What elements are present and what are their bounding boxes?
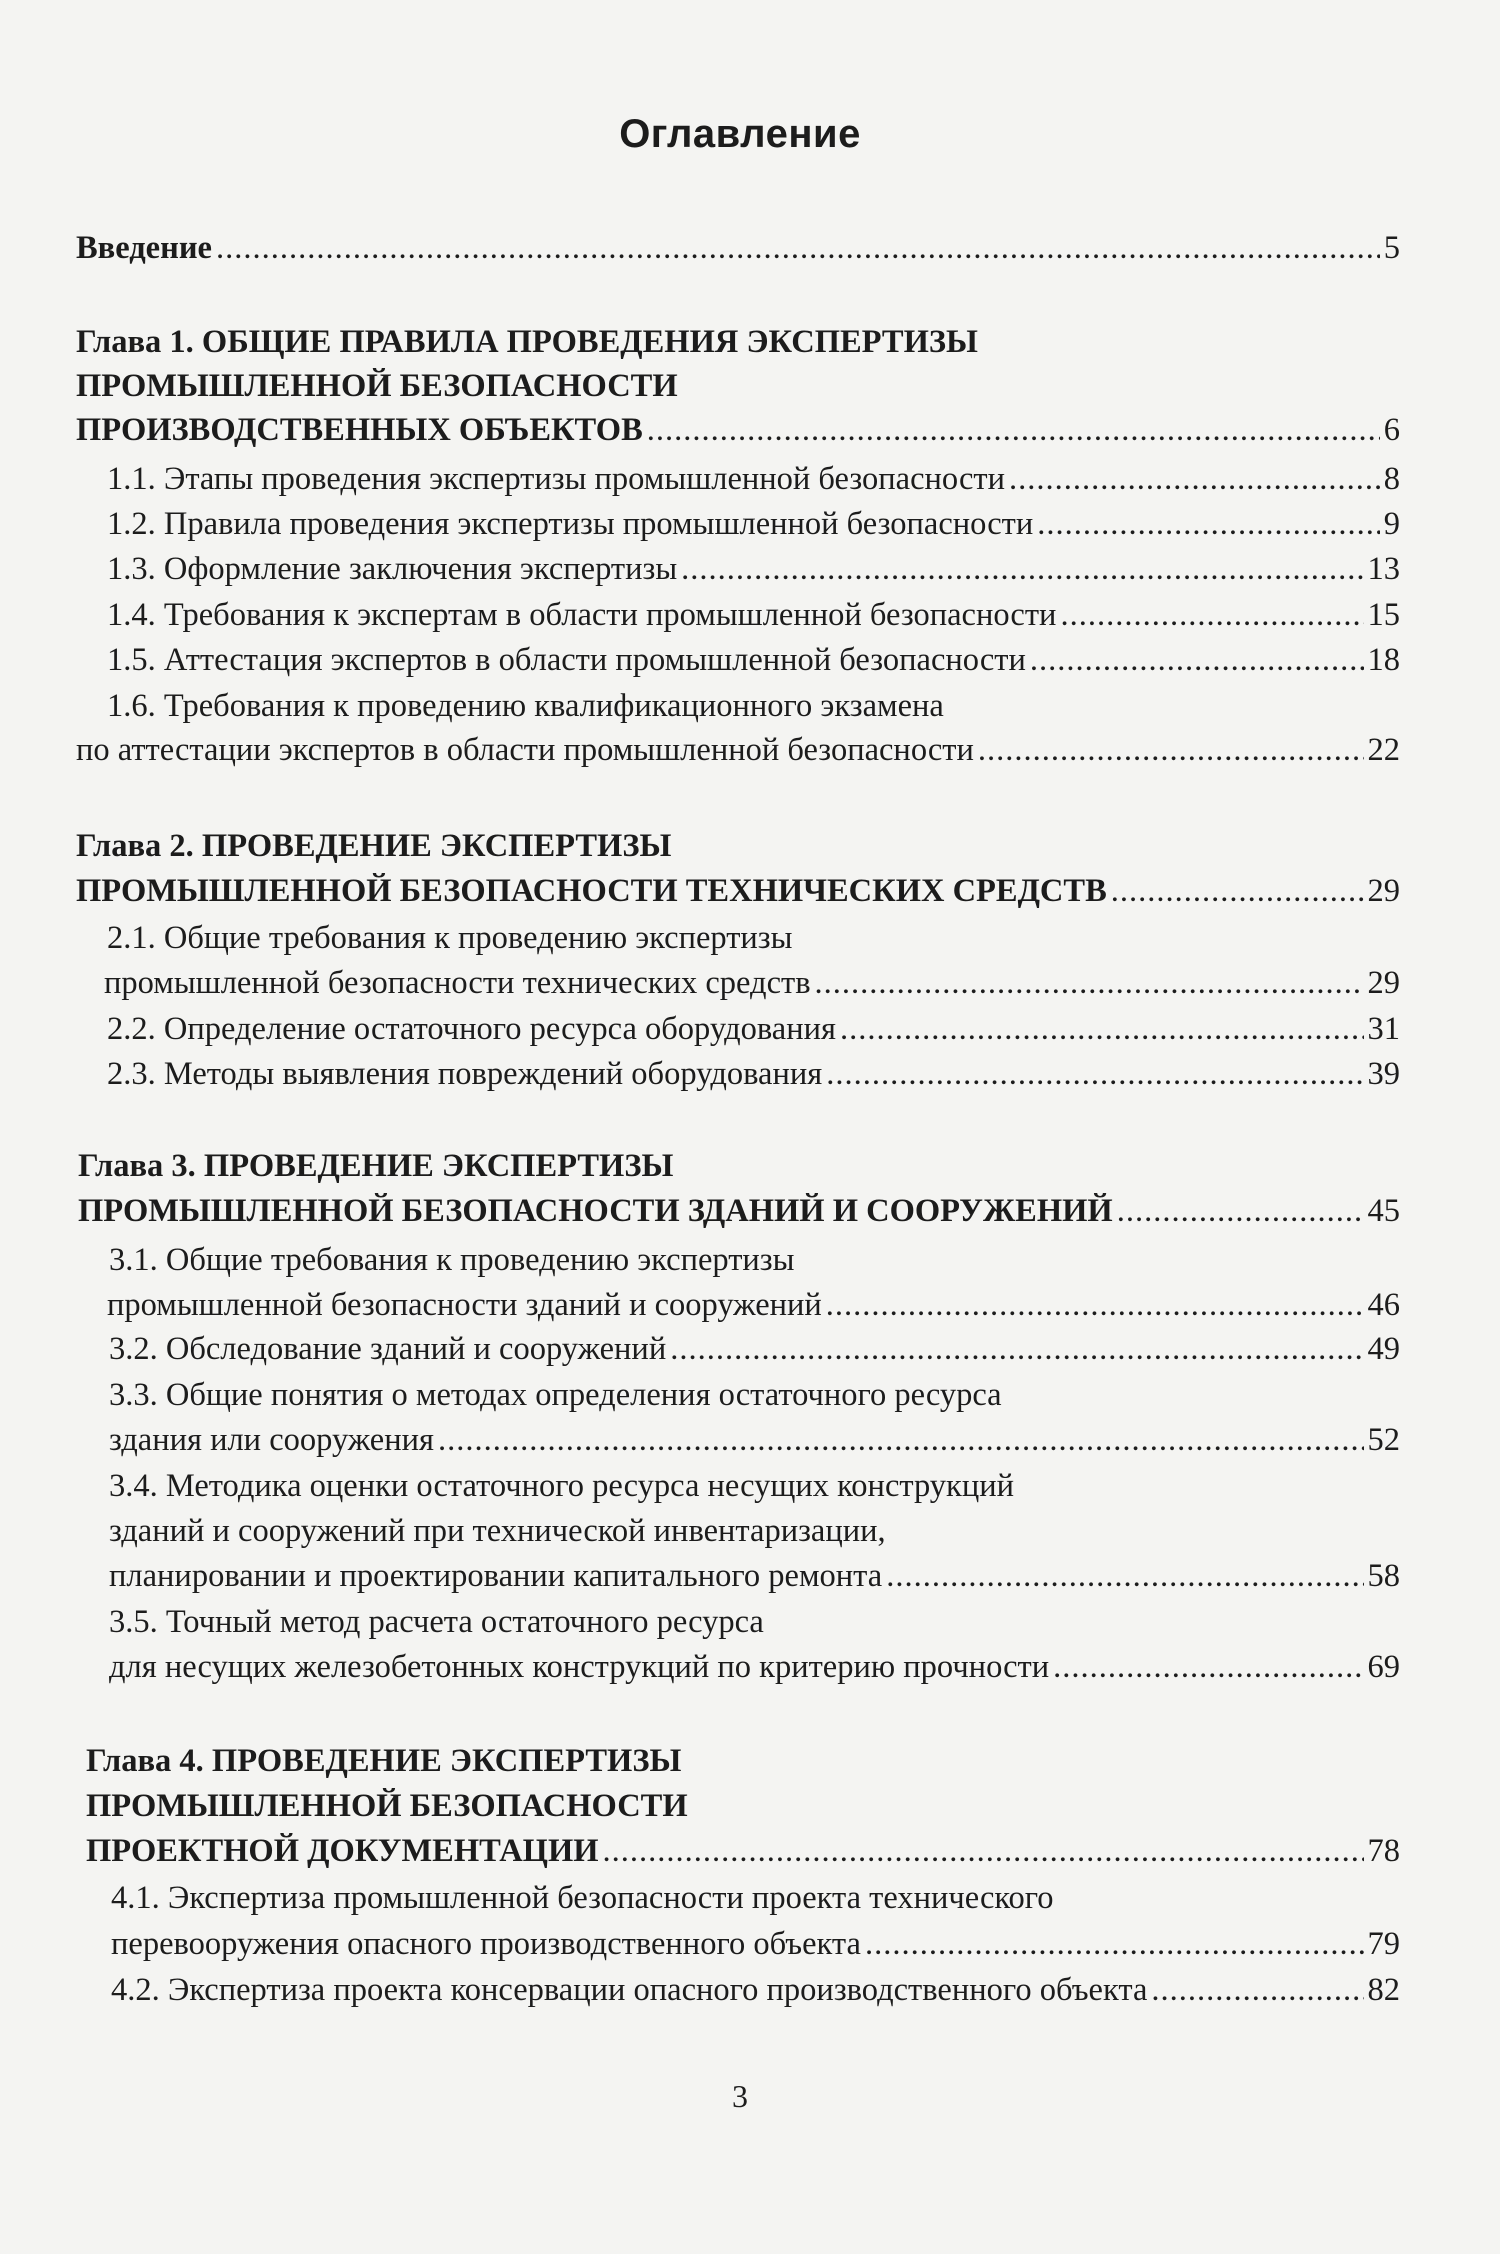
toc-entry-text: промышленной безопасности технических средств (104, 965, 811, 1001)
toc-entry-text: планировании и проектировании капитального ремонта (109, 1558, 883, 1594)
toc-leader-dots (216, 228, 1380, 268)
toc-leader-dots (1009, 459, 1380, 499)
toc-entry (109, 1375, 1400, 1415)
toc-entry-text: здания или сооружения (109, 1422, 434, 1458)
toc-chapter-heading (78, 1146, 1400, 1186)
toc-entry-page: 69 (1367, 1649, 1400, 1685)
toc-entry (109, 1329, 1400, 1369)
toc-entry (107, 1285, 1400, 1325)
toc-entry-text: ПРОМЫШЛЕННОЙ БЕЗОПАСНОСТИ (86, 1788, 688, 1824)
toc-entry-page: 22 (1367, 732, 1400, 768)
page-number: 3 (732, 2078, 748, 2114)
toc-entry-page: 9 (1383, 506, 1400, 542)
toc-entry (109, 1240, 1400, 1280)
toc-chapter-heading (78, 1191, 1400, 1231)
toc-chapter-heading (86, 1831, 1400, 1871)
toc-entry-text: Глава 4. ПРОВЕДЕНИЕ ЭКСПЕРТИЗЫ (86, 1743, 682, 1779)
toc-chapter-heading (76, 322, 1400, 362)
toc-leader-dots (826, 1054, 1363, 1094)
toc-entry-page: 82 (1367, 1972, 1400, 2008)
toc-chapter-heading (76, 366, 1400, 406)
toc-entry-text: перевооружения опасного производственного объекта (111, 1926, 861, 1962)
toc-leader-dots (1037, 504, 1380, 544)
toc-entry (107, 504, 1400, 544)
toc-entry-text: 3.5. Точный метод расчета остаточного ресурса (109, 1604, 764, 1640)
toc-entry-text: 1.3. Оформление заключения экспертизы (107, 551, 678, 587)
toc-entry-page: 58 (1367, 1558, 1400, 1594)
toc-entry-page: 46 (1367, 1287, 1400, 1323)
toc-entry-text: ПРОЕКТНОЙ ДОКУМЕНТАЦИИ (86, 1833, 599, 1869)
toc-leader-dots (840, 1009, 1364, 1049)
toc-entry-page: 18 (1367, 642, 1400, 678)
toc-entry-page: 78 (1367, 1833, 1400, 1869)
toc-entry-text: промышленной безопасности зданий и сооружений (107, 1287, 822, 1323)
toc-entry-text: 1.5. Аттестация экспертов в области промышленной безопасности (107, 642, 1026, 678)
toc-entry-page: 6 (1383, 412, 1400, 448)
toc-entry (107, 918, 1400, 958)
toc-entry (109, 1647, 1400, 1687)
toc-entry-page: 31 (1367, 1011, 1400, 1047)
toc-entry (109, 1420, 1400, 1460)
toc-entry-text: 3.1. Общие требования к проведению экспертизы (109, 1242, 795, 1278)
toc-entry-text: 2.1. Общие требования к проведению экспертизы (107, 920, 793, 956)
toc-entry-page: 13 (1367, 551, 1400, 587)
toc-entry-page: 49 (1367, 1331, 1400, 1367)
toc-leader-dots (647, 410, 1380, 450)
toc-entry (107, 640, 1400, 680)
toc-chapter-heading (86, 1786, 1400, 1826)
toc-entry (104, 963, 1400, 1003)
toc-entry-text: 1.4. Требования к экспертам в области промышленной безопасности (107, 597, 1057, 633)
toc-entry (109, 1466, 1400, 1506)
toc-entry-text: Глава 1. ОБЩИЕ ПРАВИЛА ПРОВЕДЕНИЯ ЭКСПЕРТИЗЫ (76, 324, 978, 360)
toc-entry (107, 1009, 1400, 1049)
toc-leader-dots (438, 1420, 1364, 1460)
toc-leader-dots (1053, 1647, 1363, 1687)
toc-entry-text: 4.2. Экспертиза проекта консервации опасного производственного объекта (111, 1972, 1148, 2008)
toc-leader-dots (670, 1329, 1363, 1369)
toc-entry-text: Глава 2. ПРОВЕДЕНИЕ ЭКСПЕРТИЗЫ (76, 828, 672, 864)
toc-entry-text: 1.2. Правила проведения экспертизы промышленной безопасности (107, 506, 1034, 542)
toc-leader-dots (815, 963, 1364, 1003)
toc-entry (107, 686, 1400, 726)
toc-entry-text: по аттестации экспертов в области промышленной безопасности (76, 732, 974, 768)
toc-entry-text: зданий и сооружений при технической инвентаризации, (109, 1513, 886, 1549)
toc-entry-page: 29 (1367, 873, 1400, 909)
toc-entry (107, 1054, 1400, 1094)
toc-leader-dots (1111, 871, 1364, 911)
toc-entry-page: 79 (1367, 1926, 1400, 1962)
toc-leader-dots (826, 1285, 1364, 1325)
toc-entry-text: ПРОМЫШЛЕННОЙ БЕЗОПАСНОСТИ ЗДАНИЙ И СООРУЖЕНИЙ (78, 1193, 1113, 1229)
toc-entry-page: 52 (1367, 1422, 1400, 1458)
toc-entry-text: ПРОИЗВОДСТВЕННЫХ ОБЪЕКТОВ (76, 412, 643, 448)
toc-leader-dots (681, 549, 1363, 589)
toc-entry-page: 29 (1367, 965, 1400, 1001)
toc-leader-dots (1060, 595, 1363, 635)
toc-chapter-heading (76, 410, 1400, 450)
toc-entry-page: 15 (1367, 597, 1400, 633)
toc-leader-dots (603, 1831, 1364, 1871)
toc-entry (107, 595, 1400, 635)
toc-entry-text: 4.1. Экспертиза промышленной безопасности проекта технического (111, 1880, 1054, 1916)
toc-chapter-heading (86, 1741, 1400, 1781)
toc-chapter-heading (76, 826, 1400, 866)
toc-entry-text: 3.3. Общие понятия о методах определения остаточного ресурса (109, 1377, 1002, 1413)
toc-entry (107, 459, 1400, 499)
toc-entry (111, 1970, 1400, 2010)
toc-leader-dots (865, 1924, 1364, 1964)
toc-entry (111, 1924, 1400, 1964)
toc-entry-text: 1.6. Требования к проведению квалификационного экзамена (107, 688, 944, 724)
toc-entry-text: 3.4. Методика оценки остаточного ресурса несущих конструкций (109, 1468, 1015, 1504)
toc-entry-text: 1.1. Этапы проведения экспертизы промышленной безопасности (107, 461, 1005, 497)
page-title: Оглавление (619, 112, 861, 156)
toc-entry-text: ПРОМЫШЛЕННОЙ БЕЗОПАСНОСТИ (76, 368, 678, 404)
toc-entry-text: 3.2. Обследование зданий и сооружений (109, 1331, 667, 1367)
toc-entry-page: 8 (1383, 461, 1400, 497)
toc-entry-text: 2.3. Методы выявления повреждений оборудования (107, 1056, 823, 1092)
toc-entry-text: Глава 3. ПРОВЕДЕНИЕ ЭКСПЕРТИЗЫ (78, 1148, 674, 1184)
toc-entry-text: ПРОМЫШЛЕННОЙ БЕЗОПАСНОСТИ ТЕХНИЧЕСКИХ СРЕДСТВ (76, 873, 1107, 909)
toc-entry (76, 730, 1400, 770)
toc-entry-page: 45 (1367, 1193, 1400, 1229)
toc-entry (109, 1511, 1400, 1551)
toc-entry-text: для несущих железобетонных конструкций по критерию прочности (109, 1649, 1050, 1685)
toc-entry (111, 1878, 1400, 1918)
toc-entry (76, 228, 1400, 268)
toc-entry-page: 39 (1367, 1056, 1400, 1092)
toc-leader-dots (886, 1556, 1363, 1596)
toc-leader-dots (1030, 640, 1364, 680)
toc-entry (109, 1602, 1400, 1642)
toc-entry (109, 1556, 1400, 1596)
toc-chapter-heading (76, 871, 1400, 911)
toc-leader-dots (1151, 1970, 1363, 2010)
toc-entry-text: 2.2. Определение остаточного ресурса оборудования (107, 1011, 836, 1047)
toc-leader-dots (978, 730, 1364, 770)
toc-entry-text: Введение (76, 230, 212, 266)
toc-entry (107, 549, 1400, 589)
toc-leader-dots (1117, 1191, 1364, 1231)
toc-entry-page: 5 (1383, 230, 1400, 266)
